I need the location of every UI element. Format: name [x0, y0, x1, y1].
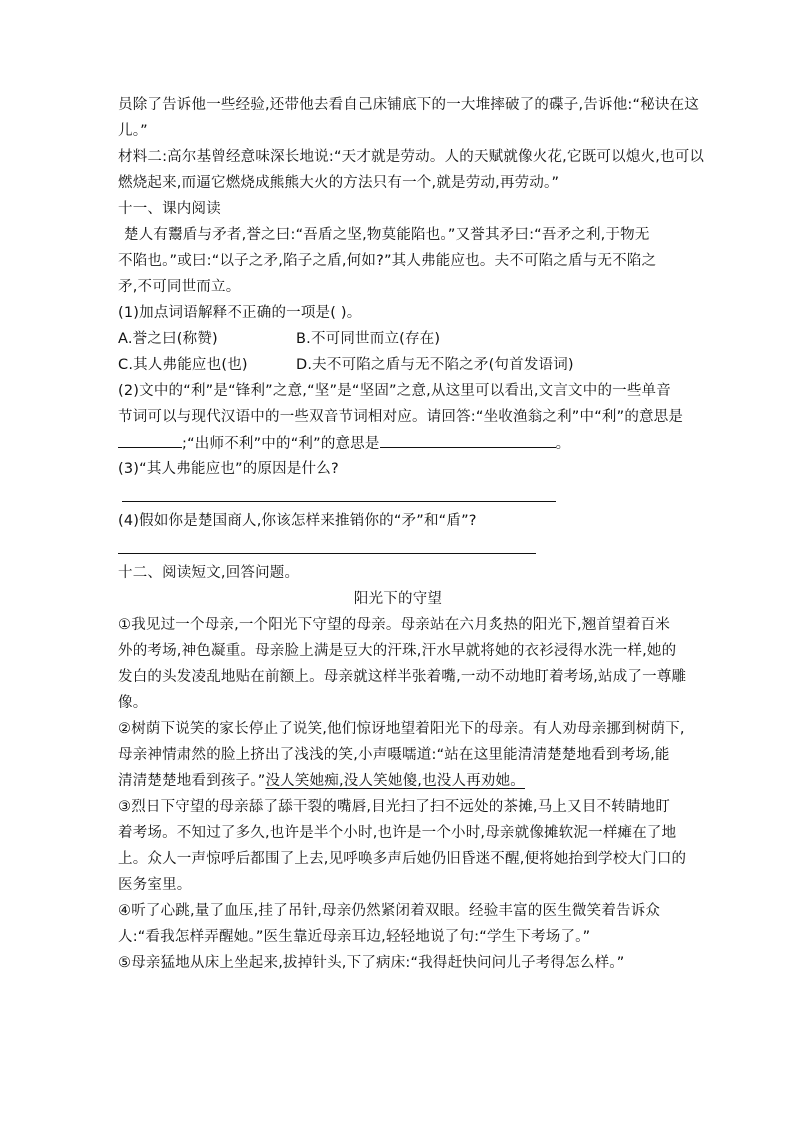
story-line: 外的考场,神色凝重。母亲脸上满是豆大的汗珠,汗水早就将她的衣衫浸得水洗一样,她的: [118, 643, 677, 659]
answer-line[interactable]: [118, 482, 678, 508]
story-line: ④听了心跳,量了血压,挂了吊针,母亲仍然紧闭着双眼。经验丰富的医生微笑着告诉众: [118, 903, 661, 919]
text-line: 材料二:高尔基曾经意味深长地说:“天才就是劳动。人的天赋就像火花,它既可以熄火,也可以: [118, 149, 705, 165]
story-line: 着考场。不知过了多久,也许是半个小时,也许是一个小时,母亲就像摊软泥一样瘫在了地: [118, 825, 677, 841]
story-title: 阳光下的守望: [353, 591, 443, 607]
option-c: C.其人弗能应也(也): [118, 357, 248, 373]
story-text: 清清楚楚地看到孩子。”: [118, 773, 266, 789]
text-line: 矛,不可同世而立。: [118, 279, 241, 295]
text-line: 楚人有鬻盾与矛者,誉之曰:“吾盾之坚,物莫能陷也。”又誉其矛曰:“吾矛之利,于物无: [124, 227, 650, 243]
story-line: 医务室里。: [118, 877, 192, 893]
story-line: ①我见过一个母亲,一个阳光下守望的母亲。母亲站在六月炙热的阳光下,翘首望着百米: [118, 617, 671, 633]
answer-blank[interactable]: [380, 430, 556, 448]
question-2-answer-line: [118, 430, 678, 456]
question-4: (4)假如你是楚国商人,你该怎样来推销你的“矛”和“盾”?: [118, 513, 477, 529]
option-b: B.不可同世而立(存在): [296, 331, 441, 347]
underlined-sentence: 没人笑她痴,没人笑她傻,也没人再劝她。: [265, 773, 525, 789]
question-2-end: 。: [555, 436, 571, 452]
story-line: ③烈日下守望的母亲舔了舔干裂的嘴唇,目光扫了扫不远处的茶摊,马上又目不转睛地盯: [118, 799, 671, 815]
story-line: 人:“看我怎样弄醒她。”医生靠近母亲耳边,轻轻地说了句:“学生下考场了。”: [118, 929, 591, 945]
answer-line[interactable]: [118, 534, 678, 560]
question-2-line: 节词可以与现代汉语中的一些双音节词相对应。请回答:“坐收渔翁之利”中“利”的意思是: [118, 409, 684, 425]
story-line: 母亲神情肃然的脸上挤出了浅浅的笑,小声嗫嚅道:“站在这里能清清楚楚地看到考场,能: [118, 747, 670, 763]
answer-blank[interactable]: [118, 430, 182, 448]
section-heading-11: 十一、课内阅读: [118, 201, 221, 217]
story-line: 像。: [118, 695, 148, 711]
options-row-cd: [118, 352, 678, 378]
story-line: 上。众人一声惊呼后都围了上去,见呼唤多声后她仍旧昏迷不醒,便将她抬到学校大门口的: [118, 851, 687, 867]
story-line: [118, 768, 678, 794]
option-d: D.夫不可陷之盾与无不陷之矛(句首发语词): [296, 357, 574, 373]
question-2-mid: ;“出师不利”中的“利”的意思是: [182, 436, 380, 452]
question-1: (1)加点词语解释不正确的一项是( )。: [118, 305, 362, 321]
story-line: 发白的头发凌乱地贴在前额上。母亲就这样半张着嘴,一动不动地盯着考场,站成了一尊雕: [118, 669, 687, 685]
text-line: 员除了告诉他一些经验,还带他去看自己床铺底下的一大堆摔破了的碟子,告诉他:“秘诀在这: [118, 97, 700, 113]
options-row-ab: [118, 326, 678, 352]
text-line: 燃烧起来,而逼它燃烧成熊熊大火的方法只有一个,就是劳动,再劳动。”: [118, 175, 560, 191]
document-page: [118, 92, 705, 976]
option-a: A.誉之曰(称赞): [118, 331, 218, 347]
story-line: ②树荫下说笑的家长停止了说笑,他们惊讶地望着阳光下的母亲。有人劝母亲挪到树荫下,: [118, 721, 685, 737]
text-line: 不陷也。”或曰:“以子之矛,陷子之盾,何如?”其人弗能应也。夫不可陷之盾与无不陷之: [118, 253, 657, 269]
question-3: (3)“其人弗能应也”的原因是什么?: [118, 461, 339, 477]
question-2-line: (2)文中的“利”是“锋利”之意,“坚”是“坚固”之意,从这里可以看出,文言文中的一些单音: [118, 383, 671, 399]
text-line: 儿。”: [118, 123, 148, 139]
story-line: ⑤母亲猛地从床上坐起来,拔掉针头,下了病床:“我得赶快问问儿子考得怎么样。”: [118, 955, 625, 971]
section-heading-12: 十二、阅读短文,回答问题。: [118, 565, 300, 581]
